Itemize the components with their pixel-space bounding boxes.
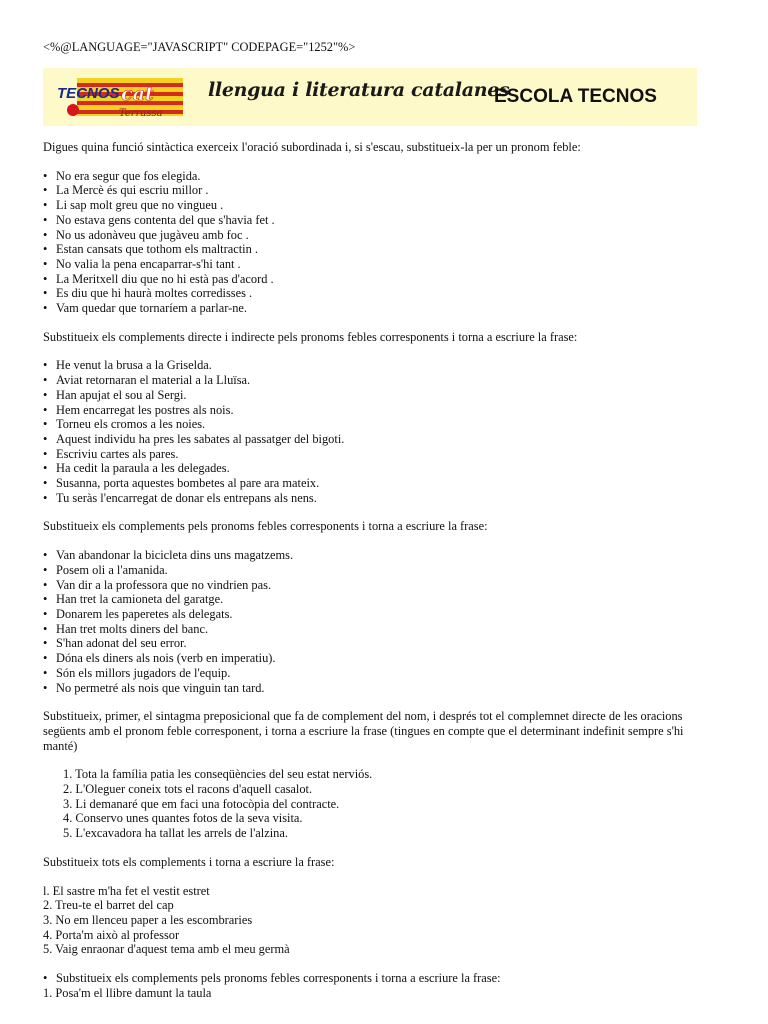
list-item: • Donarem les paperetes als delegats. [43, 606, 233, 621]
exercise-3 [43, 519, 713, 695]
exercise-2 [43, 330, 713, 506]
list-item: • Posem oli a l'amanida. [43, 562, 168, 577]
list-item: 3. Li demanaré que em faci una fotocòpia del contracte. [63, 796, 340, 811]
exercise-1 [43, 140, 713, 316]
svg-text:TECNOS: TECNOS [57, 85, 120, 102]
tecnoscat-logo [55, 76, 185, 120]
list-item: 2. L'Oleguer coneix tots el racons d'aquell casalot. [63, 782, 313, 797]
list-item: 4. Porta'm això al professor [43, 927, 180, 942]
list-item: • No permetré als nois que vinguin tan tard. [43, 680, 265, 695]
list-item: • No us adonàveu que jugàveu amb foc . [43, 227, 249, 242]
list-item: 1. Tota la família patia les conseqüències del seu estat nerviós. [63, 767, 373, 782]
list-item: 4. Conservo unes quantes fotos de la seva visita. [63, 811, 303, 826]
list-item: • He venut la brusa a la Griselda. [43, 358, 212, 373]
list-item: • Van dir a la professora que no vindrien pas. [43, 577, 272, 592]
list-item: • Li sap molt greu que no vingueu . [43, 198, 224, 213]
list-item: • Aquest individu ha pres les sabates al passatger del bigoti. [43, 431, 345, 446]
list-item: • Torneu els cromos a les noies. [43, 417, 206, 432]
list-item: 5. Vaig enraonar d'aquest tema amb el meu germà [43, 942, 290, 957]
bullet-list [43, 358, 713, 505]
list-item: • La Meritxell diu que no hi està pas d'acord . [43, 271, 274, 286]
list-item: • Vam quedar que tornaríem a parlar-ne. [43, 301, 248, 316]
list-item: • No estava gens contenta del que s'havia fet . [43, 212, 275, 227]
list-item: • Estan cansats que tothom els maltractin . [43, 242, 258, 257]
list-item: • Han tret la camioneta del garatge. [43, 592, 224, 607]
list-item: • No valia la pena encaparrar-s'hi tant . [43, 256, 241, 271]
list-item: 3. No em llenceu paper a les escombraries [43, 912, 253, 927]
list-item: • Es diu que hi haurà moltes corredisses . [43, 286, 253, 301]
exercise-4 [43, 709, 713, 841]
list-item: • S'han adonat del seu error. [43, 636, 187, 651]
subject-title: llengua i literatura catalanes [208, 79, 510, 101]
list-item: • Aviat retornaran el material a la Lluïsa. [43, 373, 251, 388]
exercise-instruction: Substitueix els complements directe i indirecte pels pronoms febles corresponents i torna a escriure la frase: [43, 329, 578, 344]
exercise-6 [43, 971, 713, 1000]
list-item: • Són els millors jugadors de l'equip. [43, 665, 231, 680]
exercise-instruction: Digues quina funció sintàctica exerceix l'oració subordinada i, si s'escau, substitueix-la per un pronom feble: [43, 140, 581, 154]
bullet-list [43, 169, 713, 316]
asp-directive: <%@LANGUAGE="JAVASCRIPT" CODEPAGE="1252"%> [43, 40, 356, 54]
list-item: 1. Posa'm el llibre damunt la taula [43, 985, 212, 1000]
numbered-list [43, 884, 713, 958]
bullet-list [43, 548, 713, 695]
list-item: • Susanna, porta aquestes bombetes al pare ara mateix. [43, 476, 320, 491]
list-item: 2. Treu-te el barret del cap [43, 898, 174, 913]
numbered-list [43, 767, 713, 841]
list-item: • Han apujat el sou al Sergi. [43, 387, 187, 402]
list-item: • Escriviu cartes als pares. [43, 446, 179, 461]
header-banner [43, 68, 697, 126]
list-item: • Hem encarregat les postres als nois. [43, 402, 234, 417]
list-item: • Han tret molts diners del banc. [43, 621, 209, 636]
list-item: 5. L'excavadora ha tallat les arrels de l'alzina. [63, 826, 288, 841]
exercise-instruction: Substitueix tots els complements i torna a escriure la frase: [43, 854, 335, 869]
school-name: ESCOLA TECNOS [494, 86, 657, 107]
svg-text:Terrassa: Terrassa [119, 108, 163, 119]
list-item: • La Mercè és qui escriu millor . [43, 183, 209, 198]
exercise-instruction: Substitueix els complements pels pronoms febles corresponents i torna a escriure la frase: [43, 519, 488, 534]
exercise-instruction: • Substitueix els complements pels pronoms febles corresponents i torna a escriure la frase: [43, 971, 501, 986]
exercise-content [43, 140, 713, 1000]
list-item: • Tu seràs l'encarregat de donar els entrepans als nens. [43, 490, 317, 505]
list-item: • No era segur que fos elegida. [43, 168, 201, 183]
list-item: • Dóna els diners als nois (verb en imperatiu). [43, 651, 276, 666]
svg-text:cat: cat [121, 83, 154, 105]
list-item: • Ha cedit la paraula a les delegades. [43, 461, 230, 476]
list-item: • Van abandonar la bicicleta dins uns magatzems. [43, 548, 294, 563]
exercise-instruction: Substitueix, primer, el sintagma preposicional que fa de complement del nom, i després tot el complemnet directe de les oracions següents amb el pronom feble corresponent, i torna a escriure la frase (tingues en compte que el determinant indefinit sempre s'hi manté) [43, 709, 684, 753]
list-item: l. El sastre m'ha fet el vestit estret [43, 883, 210, 898]
exercise-5 [43, 855, 713, 957]
